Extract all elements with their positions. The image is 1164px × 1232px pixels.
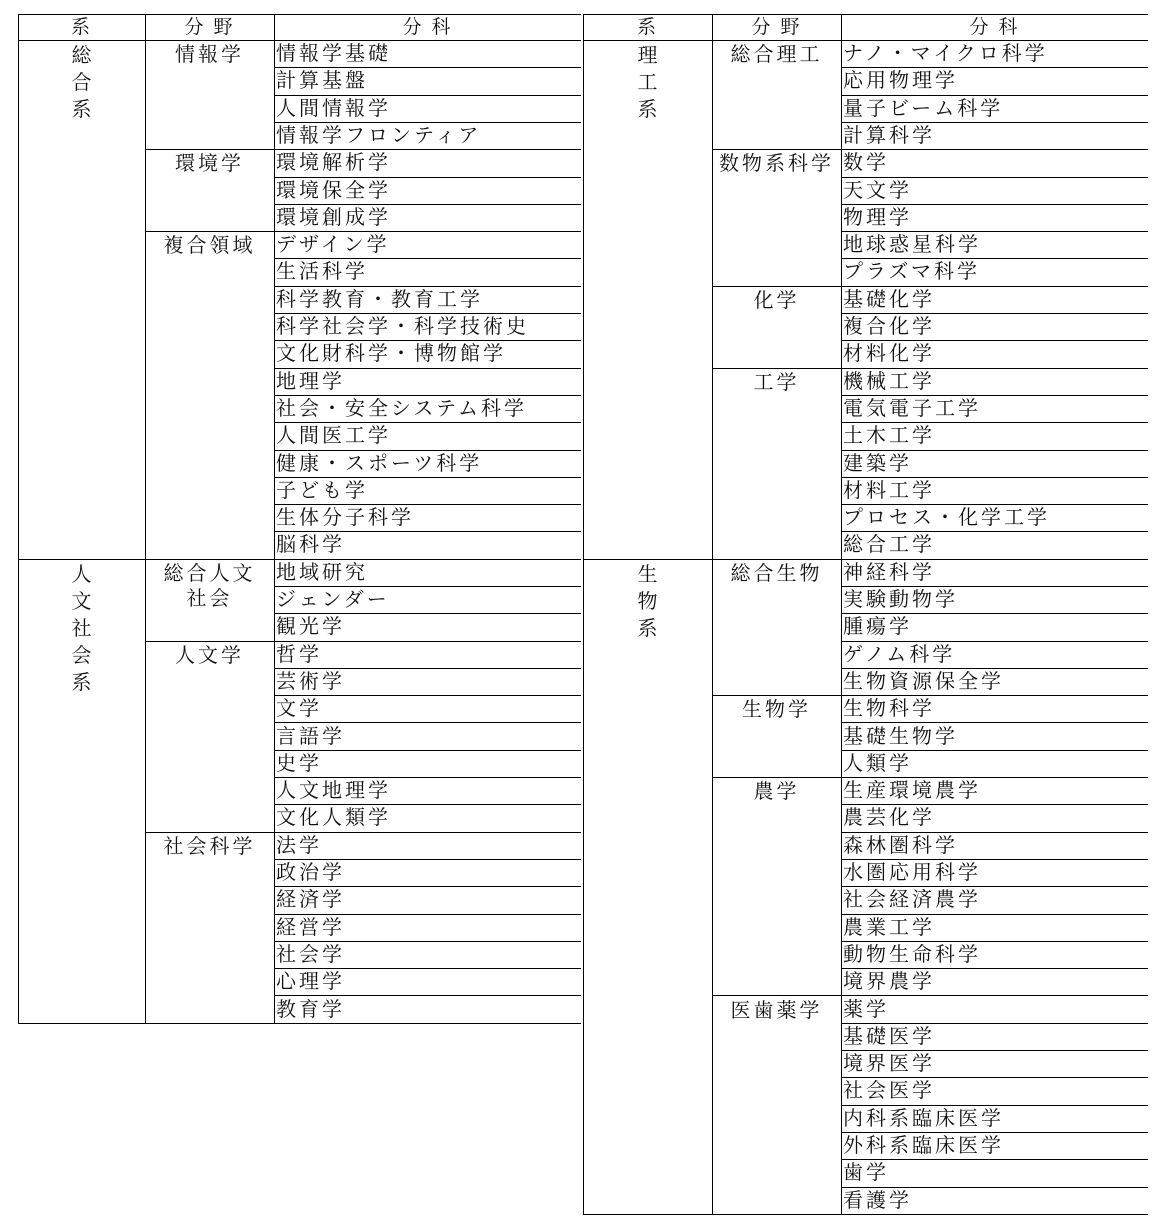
subject-cell: 機械工学 <box>843 368 935 393</box>
field-label: 数物系科学 <box>719 151 834 176</box>
subject-cell: 生産環境農学 <box>843 778 981 803</box>
subject-cell: 境界農学 <box>843 969 935 994</box>
subject-cell: 土木工学 <box>843 423 935 448</box>
system-label: 理 工 系 <box>637 43 658 121</box>
subject-cell: 社会・安全システム科学 <box>276 395 527 420</box>
subject-cell: 経営学 <box>276 914 345 939</box>
subject-cell: 地球惑星科学 <box>843 232 981 257</box>
subject-cell: 生体分子科学 <box>276 505 414 530</box>
column-rule <box>145 14 146 1023</box>
subject-cell: ナノ・マイクロ科学 <box>843 41 1048 65</box>
subject-cell: 材料工学 <box>843 477 935 502</box>
header-kei: 系 <box>70 16 92 38</box>
subject-cell: 人文地理学 <box>276 778 391 803</box>
system-label: 人 文 社 会 系 <box>71 561 92 694</box>
subject-cell: 科学教育・教育工学 <box>276 286 483 311</box>
subject-cell: 物理学 <box>843 204 912 229</box>
subject-cell: 脳科学 <box>276 532 345 557</box>
subject-cell: 量子ビーム科学 <box>843 95 1004 120</box>
subject-cell: 政治学 <box>276 860 345 884</box>
subject-cell: 地理学 <box>276 368 345 393</box>
subject-cell: 総合工学 <box>843 532 935 557</box>
subject-cell: 言語学 <box>276 723 345 748</box>
system-separator <box>18 1023 145 1024</box>
subject-cell: 電気電子工学 <box>843 395 981 420</box>
subject-cell: 実験動物学 <box>843 587 958 611</box>
subject-cell: 文学 <box>276 696 322 721</box>
column-rule <box>712 14 713 1214</box>
subject-cell: 看護学 <box>843 1187 912 1212</box>
field-separator <box>145 149 274 150</box>
header-kei: 系 <box>636 16 658 38</box>
field-label: 総合人文 社会 <box>163 560 256 610</box>
field-label: 農学 <box>753 779 800 804</box>
field-label: 化学 <box>753 287 800 312</box>
subject-cell: 生活科学 <box>276 259 368 284</box>
subject-cell: 環境創成学 <box>276 204 391 229</box>
subject-cell: 科学社会学・科学技術史 <box>276 314 529 338</box>
subject-cell: 応用物理学 <box>843 68 958 93</box>
subject-cell: 農芸化学 <box>843 805 935 830</box>
subject-cell: 境界医学 <box>843 1051 935 1076</box>
subject-cell: 文化人類学 <box>276 805 391 830</box>
field-label: 医歯薬学 <box>730 997 823 1022</box>
subject-cell: 建築学 <box>843 450 912 475</box>
header-topline <box>18 14 581 15</box>
field-label: 総合理工 <box>730 42 823 66</box>
subject-cell: 教育学 <box>276 996 345 1021</box>
field-label: 工学 <box>753 369 800 394</box>
subject-cell: 社会経済農学 <box>843 887 981 912</box>
field-separator <box>712 995 841 996</box>
field-separator <box>145 231 274 232</box>
subject-cell: 計算基盤 <box>276 68 368 93</box>
subject-cell: 腫瘍学 <box>843 614 912 639</box>
subject-row-line <box>841 1214 1148 1215</box>
subject-cell: 生物科学 <box>843 696 935 721</box>
subject-cell: 薬学 <box>843 996 889 1021</box>
header-bunka: 分 科 <box>969 16 1020 38</box>
system-separator <box>583 1214 712 1215</box>
field-label: 総合生物 <box>730 560 823 585</box>
subject-cell: 史学 <box>276 750 322 775</box>
subject-cell: 歯学 <box>843 1160 889 1185</box>
field-separator <box>712 777 841 778</box>
subject-cell: 動物生命科学 <box>843 941 981 966</box>
subject-cell: 人間情報学 <box>276 95 391 120</box>
subject-cell: 人間医工学 <box>276 423 391 448</box>
field-separator <box>145 1023 274 1024</box>
subject-cell: 健康・スポーツ科学 <box>276 450 483 475</box>
column-rule <box>583 14 584 1214</box>
system-label: 生 物 系 <box>637 561 658 640</box>
header-topline <box>583 14 1148 15</box>
subject-cell: プロセス・化学工学 <box>843 505 1050 530</box>
subject-cell: 農業工学 <box>843 914 935 939</box>
field-label: 複合領域 <box>163 233 256 258</box>
subject-cell: 芸術学 <box>276 668 345 693</box>
subject-cell: 環境保全学 <box>276 177 391 202</box>
subject-cell: 社会学 <box>276 941 345 966</box>
subject-cell: 子ども学 <box>276 477 368 502</box>
subject-cell: 文化財科学・博物館学 <box>276 341 506 366</box>
subject-cell: 基礎生物学 <box>843 723 958 748</box>
header-bunka: 分 科 <box>402 16 453 38</box>
subject-cell: 哲学 <box>276 641 322 666</box>
subject-cell: 観光学 <box>276 614 345 639</box>
field-separator <box>712 149 841 150</box>
subject-cell: 心理学 <box>276 969 345 994</box>
subject-cell: 神経科学 <box>843 559 935 584</box>
subject-cell: 情報学基礎 <box>276 41 391 65</box>
subject-cell: 基礎化学 <box>843 286 935 311</box>
subject-cell: 森林圏科学 <box>843 832 958 857</box>
subject-cell: 生物資源保全学 <box>843 668 1004 693</box>
field-label: 人文学 <box>175 642 244 667</box>
subject-cell: 数学 <box>843 150 889 175</box>
field-label: 情報学 <box>175 42 244 66</box>
subject-cell: 法学 <box>276 832 322 857</box>
subject-cell: 材料化学 <box>843 341 935 366</box>
subject-cell: 内科系臨床医学 <box>843 1105 1004 1130</box>
subject-cell: 天文学 <box>843 177 912 202</box>
header-bunya: 分 野 <box>184 16 235 38</box>
subject-cell: 基礎医学 <box>843 1023 935 1048</box>
subject-cell: 地域研究 <box>276 559 368 584</box>
field-label: 社会科学 <box>163 833 256 858</box>
subject-cell: 社会医学 <box>843 1078 935 1103</box>
subject-cell: 人類学 <box>843 750 912 775</box>
subject-cell: デザイン学 <box>276 232 390 257</box>
field-separator <box>712 1214 841 1215</box>
subject-cell: 複合化学 <box>843 314 935 338</box>
subject-cell: プラズマ科学 <box>843 259 980 284</box>
header-bunya: 分 野 <box>751 16 802 38</box>
column-rule <box>18 14 19 1023</box>
system-label: 総 合 系 <box>71 43 92 121</box>
subject-cell: ゲノム科学 <box>843 641 956 666</box>
field-label: 環境学 <box>175 151 244 176</box>
subject-cell: 計算科学 <box>843 122 935 147</box>
subject-cell: 環境解析学 <box>276 150 391 175</box>
subject-cell: 情報学フロンティア <box>276 122 482 147</box>
subject-cell: 外科系臨床医学 <box>843 1133 1004 1157</box>
field-label: 生物学 <box>742 697 811 722</box>
subject-row-line <box>274 1023 581 1024</box>
column-rule <box>841 14 842 1214</box>
field-separator <box>712 695 841 696</box>
subject-cell: 経済学 <box>276 887 345 912</box>
subject-cell: ジェンダー <box>276 587 390 611</box>
column-rule <box>274 14 275 1023</box>
subject-cell: 水圏応用科学 <box>843 860 981 884</box>
